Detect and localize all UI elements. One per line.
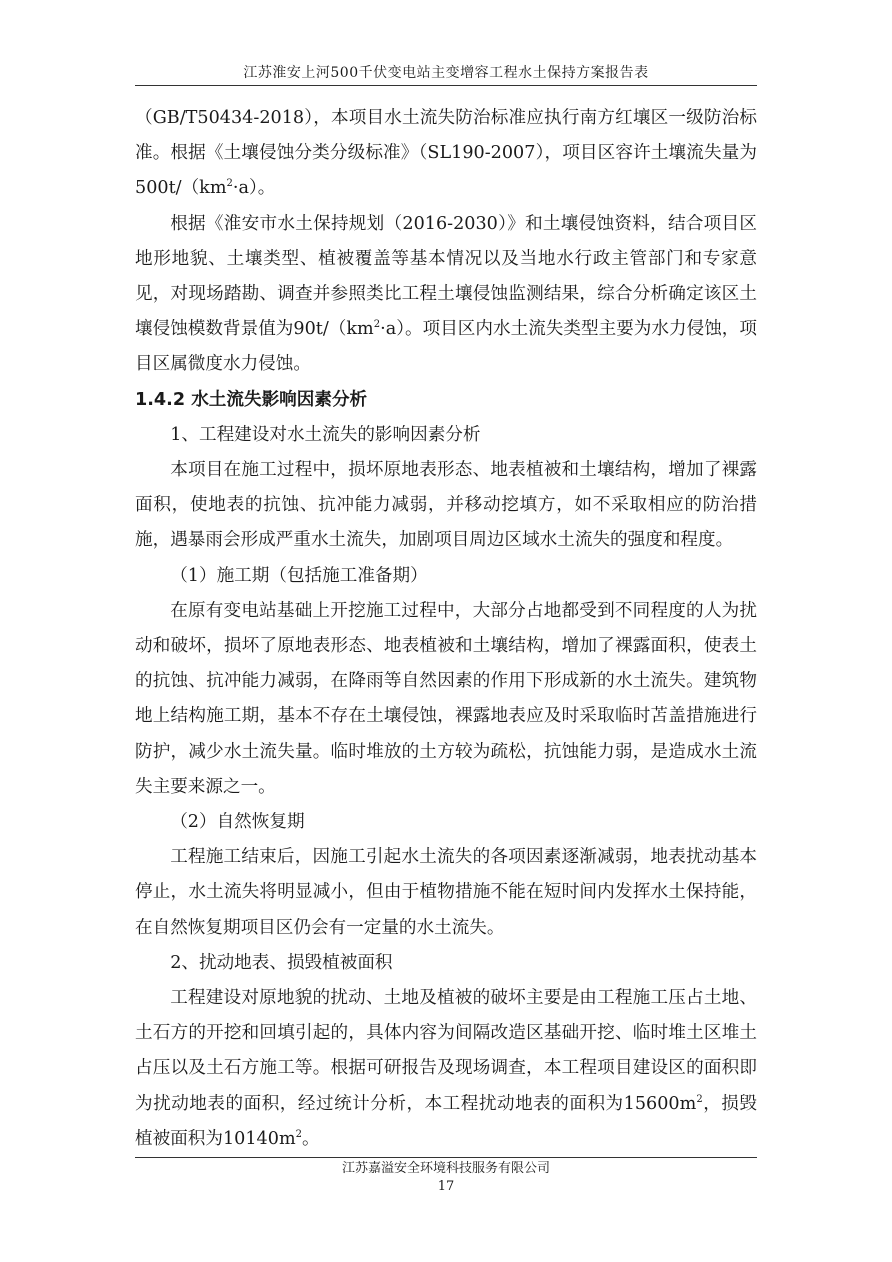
paragraph-text: 根据《淮安市水土保持规划（2016-2030）》和土壤侵蚀资料，结合项目区地形地貌、土壤类型、植被覆盖等基本情况以及当地水行政主管部门和专家意见，对现场踏勘、调查并参照类比工程土壤侵蚀监测结果，综合分析确定该区土壤侵蚀模数背景值为90t/（km (135, 213, 757, 340)
item-heading-2: 2、扰动地表、损毁植被面积 (170, 952, 393, 973)
header-rule (135, 85, 757, 86)
page-number: 17 (437, 1179, 455, 1194)
superscript: 2 (226, 178, 233, 190)
footer-company-name: 江苏嘉溢安全环境科技服务有限公司 (341, 1161, 550, 1176)
footer-rule (135, 1157, 757, 1158)
superscript: 2 (696, 1093, 703, 1105)
paragraph-construction-period: 在原有变电站基础上开挖施工过程中，大部分占地都受到不同程度的人为扰动和破坏，损坏了原地表形态、地表植被和土壤结构，增加了裸露面积，使表土的抗蚀、抗冲能力减弱，在降雨等自然因素的作用下形成新的水土流失。建筑物地上结构施工期，基本不存在土壤侵蚀，裸露地表应及时采取临时苫盖措施进行防护，减少水土流失量。临时堆放的土方较为疏松，抗蚀能力弱，是造成水土流失主要来源之一。 (135, 600, 757, 797)
paragraph-text: 工程建设对原地貌的扰动、土地及植被的破坏主要是由工程施工压占土地、土石方的开挖和回填引起的，具体内容为间隔改造区基础开挖、临时堆土区堆土占压以及土石方施工等。根据可研报告及现场调查，本工程项目建设区的面积即为扰动地表的面积，经过统计分析，本工程扰动地表的面积为15600m (135, 988, 757, 1114)
paragraph-text: （GB/T50434-2018），本项目水土流失防治标准应执行南方红壤区一级防治标准。根据《土壤侵蚀分类分级标准》（SL190-2007），项目区容许土壤流失量为500t/（km (135, 108, 757, 199)
paragraph-construction-impact: 本项目在施工过程中，损坏原地表形态、地表植被和土壤结构，增加了裸露面积，使地表的抗蚀、抗冲能力减弱，并移动挖填方，如不采取相应的防治措施，遇暴雨会形成严重水土流失，加剧项目周边区域水土流失的强度和程度。 (135, 460, 757, 551)
superscript: 2 (295, 1129, 302, 1141)
paragraph-disturbed-area (135, 981, 757, 1157)
running-header-title: 江苏淮安上河500千伏变电站主变增容工程水土保持方案报告表 (243, 65, 649, 81)
paragraph-standard (135, 101, 757, 207)
paragraph-text: ，损毁植被面积为10140m (135, 1093, 757, 1149)
item-heading-1: 1、工程建设对水土流失的影响因素分析 (170, 424, 481, 445)
paragraph-text: 。 (302, 1128, 320, 1149)
subheading-construction-period: （1）施工期（包括施工准备期） (170, 565, 428, 586)
page-body (135, 101, 757, 1157)
section-heading: 1.4.2 水土流失影响因素分析 (135, 389, 368, 410)
paragraph-natural-recovery: 工程施工结束后，因施工引起水土流失的各项因素逐渐减弱，地表扰动基本停止，水土流失将明显减小，但由于植物措施不能在短时间内发挥水土保持能，在自然恢复期项目区仍会有一定量的水土流失。 (135, 847, 757, 938)
paragraph-erosion-background (135, 207, 757, 383)
subheading-natural-recovery: （2）自然恢复期 (170, 812, 305, 833)
superscript: 2 (373, 319, 381, 331)
paragraph-text: ·a）。 (232, 178, 276, 199)
paragraph-text: ·a）。项目区内水土流失类型主要为水力侵蚀，项目区属微度水力侵蚀。 (135, 319, 757, 375)
